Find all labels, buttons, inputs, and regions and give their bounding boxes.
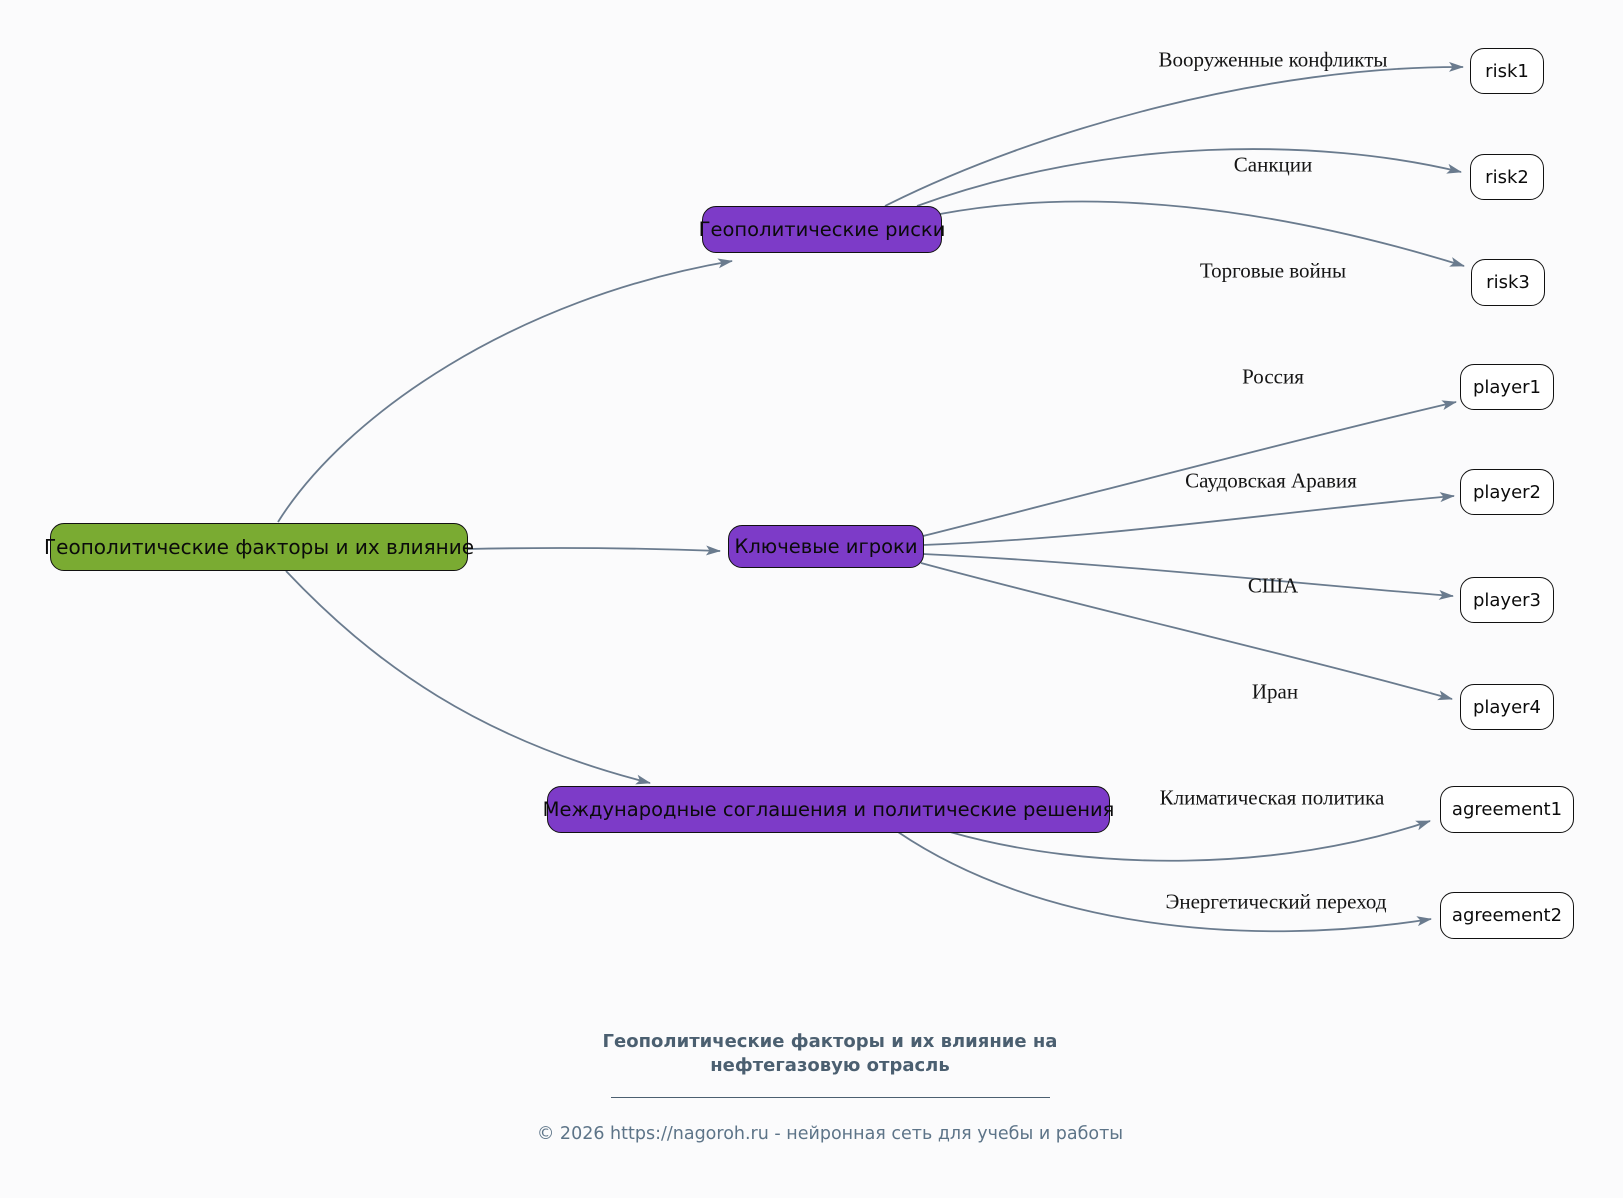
edge-label-russia: Россия bbox=[1242, 364, 1304, 389]
node-player1: player1 bbox=[1460, 364, 1554, 410]
node-agreement1: agreement1 bbox=[1440, 786, 1574, 833]
edge-label-usa: США bbox=[1247, 573, 1299, 598]
edge-label-energy-transition: Энергетический переход bbox=[1165, 889, 1387, 914]
edge-players-to-player4 bbox=[921, 563, 1452, 699]
node-player3: player3 bbox=[1460, 577, 1554, 623]
node-risk2: risk2 bbox=[1470, 154, 1544, 200]
node-geopolitical-risks: Геополитические риски bbox=[702, 206, 942, 253]
node-international-agreements: Международные соглашения и политические решения bbox=[547, 786, 1110, 833]
node-player4: player4 bbox=[1460, 684, 1554, 730]
edge-label-iran: Иран bbox=[1251, 679, 1299, 704]
edge-players-to-player3 bbox=[923, 554, 1453, 596]
edge-risks-to-risk1 bbox=[885, 67, 1463, 206]
node-agreement2: agreement2 bbox=[1440, 892, 1574, 939]
node-key-players: Ключевые игроки bbox=[728, 525, 924, 568]
edge-risks-to-risk2 bbox=[917, 149, 1461, 206]
footer-copyright: © 2026 https://nagoroh.ru - нейронная сеть для учебы и работы bbox=[536, 1124, 1124, 1144]
edge-root-to-international-agreements bbox=[286, 571, 650, 783]
edge-label-sanctions: Санкции bbox=[1233, 152, 1313, 177]
edge-players-to-player2 bbox=[923, 496, 1454, 545]
edge-root-to-key-players bbox=[468, 548, 720, 551]
footer-title: Геополитические факторы и их влияние на нефтегазовую отрасль bbox=[602, 1031, 1058, 1076]
node-player2: player2 bbox=[1460, 469, 1554, 515]
edge-label-trade-wars: Торговые войны bbox=[1199, 258, 1347, 283]
node-risk1: risk1 bbox=[1470, 48, 1544, 94]
edge-risks-to-risk3 bbox=[940, 202, 1464, 266]
footer-divider bbox=[611, 1097, 1050, 1098]
edge-label-climate-policy: Климатическая политика bbox=[1159, 785, 1385, 810]
node-root: Геополитические факторы и их влияние bbox=[50, 523, 468, 571]
edge-label-saudi-arabia: Саудовская Аравия bbox=[1185, 468, 1357, 493]
edge-label-armed-conflicts: Вооруженные конфликты bbox=[1158, 47, 1388, 72]
edge-agreements-to-agreement2 bbox=[898, 832, 1431, 931]
node-risk3: risk3 bbox=[1471, 259, 1545, 306]
edge-root-to-geopolitical-risks bbox=[278, 261, 732, 522]
